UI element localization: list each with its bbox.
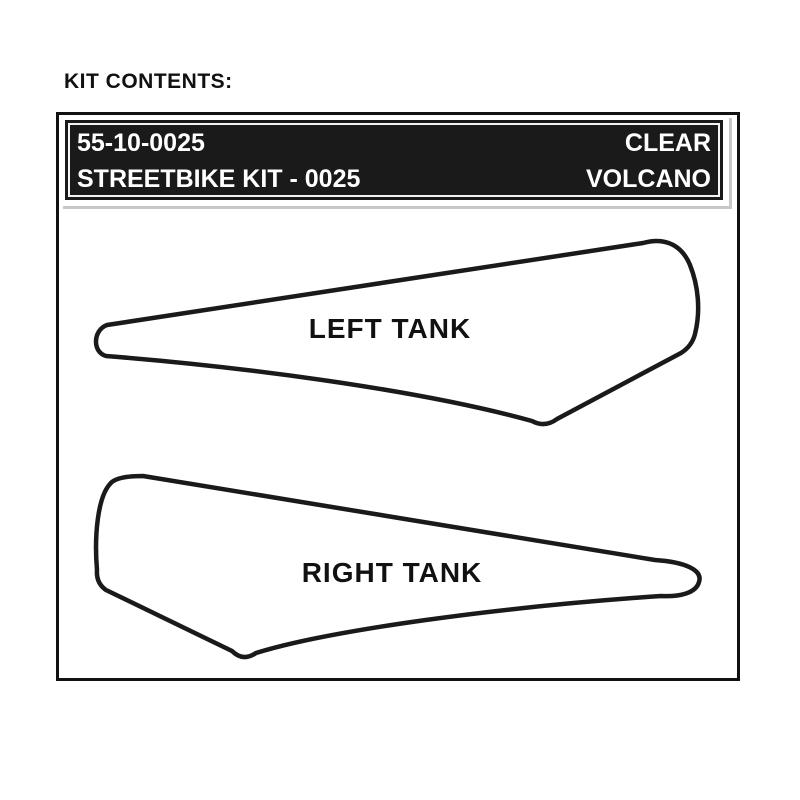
header-row-top [77, 125, 711, 161]
finish-label: CLEAR [624, 129, 711, 157]
color-name: VOLCANO [586, 165, 711, 193]
left-tank-label: LEFT TANK [308, 313, 472, 344]
kit-name: STREETBIKE KIT - 0025 [77, 165, 361, 193]
part-number: 55-10-0025 [77, 129, 205, 157]
header-row-bottom [77, 161, 711, 197]
header-plate [63, 118, 732, 209]
kit-contents-box [56, 112, 740, 681]
right-tank-label: RIGHT TANK [301, 557, 483, 588]
tank-pad-diagram [59, 212, 736, 678]
kit-header-bar [65, 120, 723, 200]
kit-contents-heading: KIT CONTENTS: [64, 70, 233, 93]
